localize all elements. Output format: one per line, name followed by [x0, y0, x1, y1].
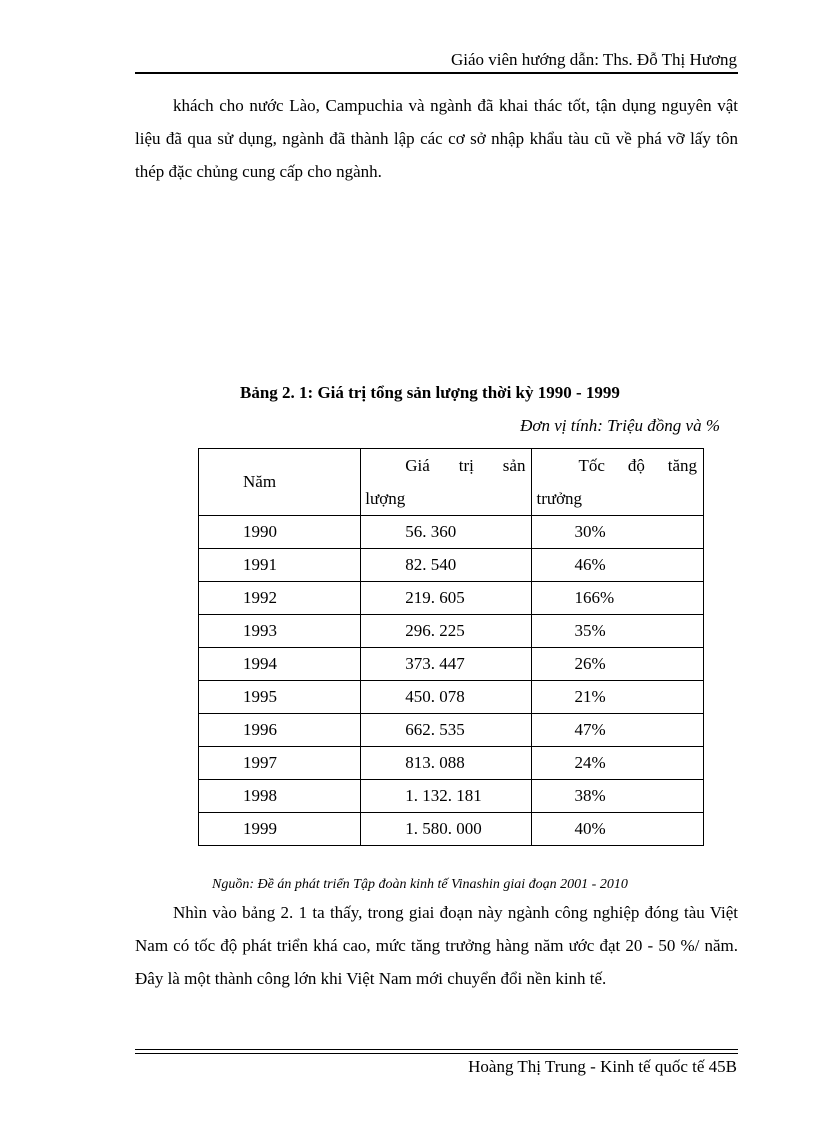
cell-year: 1995 — [199, 681, 361, 714]
cell-year: 1992 — [199, 582, 361, 615]
cell-value: 450. 078 — [361, 681, 532, 714]
header-growth — [532, 449, 704, 516]
header-growth-line2: trưởng — [536, 489, 583, 508]
cell-value: 219. 605 — [361, 582, 532, 615]
cell-year: 1990 — [199, 516, 361, 549]
footer-rule-bottom — [135, 1053, 738, 1054]
cell-year: 1997 — [199, 747, 361, 780]
header-value-line2: lượng — [365, 489, 406, 508]
cell-growth: 40% — [532, 813, 704, 846]
cell-growth: 46% — [532, 549, 704, 582]
paragraph-intro: khách cho nước Lào, Campuchia và ngành đã khai thác tốt, tận dụng nguyên vật liệu đã qua sử dụng, ngành đã thành lập các cơ sở nhập khẩu tàu cũ về phá vỡ lấy tôn thép đặc chủng cung cấp cho ngành. — [135, 96, 738, 181]
page-footer: Hoàng Thị Trung - Kinh tế quốc tế 45B — [468, 1057, 737, 1076]
cell-year: 1996 — [199, 714, 361, 747]
cell-value: 82. 540 — [361, 549, 532, 582]
cell-value: 813. 088 — [361, 747, 532, 780]
cell-growth: 26% — [532, 648, 704, 681]
table-row — [199, 516, 704, 549]
table-row — [199, 747, 704, 780]
cell-growth: 30% — [532, 516, 704, 549]
cell-value: 1. 132. 181 — [361, 780, 532, 813]
table-source: Nguồn: Đề án phát triển Tập đoàn kinh tế Vinashin giai đoạn 2001 - 2010 — [212, 877, 628, 892]
cell-year: 1999 — [199, 813, 361, 846]
header-year: Năm — [199, 449, 361, 516]
paragraph-analysis: Nhìn vào bảng 2. 1 ta thấy, trong giai đoạn này ngành công nghiệp đóng tàu Việt Nam có tốc độ phát triển khá cao, mức tăng trưởng hàng năm ước đạt 20 - 50 %/ năm. Đây là một thành công lớn khi Việt Nam mới chuyển đổi nền kinh tế. — [135, 903, 738, 988]
cell-growth: 35% — [532, 615, 704, 648]
header-value — [361, 449, 532, 516]
cell-growth: 21% — [532, 681, 704, 714]
table-row — [199, 714, 704, 747]
production-table — [198, 448, 704, 846]
cell-value: 1. 580. 000 — [361, 813, 532, 846]
cell-value: 662. 535 — [361, 714, 532, 747]
cell-year: 1991 — [199, 549, 361, 582]
header-rule — [135, 72, 738, 74]
footer-rule-top — [135, 1049, 738, 1050]
table-row — [199, 681, 704, 714]
table-title: Bảng 2. 1: Giá trị tổng sản lượng thời kỳ 1990 - 1999 — [240, 383, 620, 402]
cell-value: 56. 360 — [361, 516, 532, 549]
table-row — [199, 648, 704, 681]
cell-year: 1994 — [199, 648, 361, 681]
table-unit: Đơn vị tính: Triệu đồng và % — [520, 416, 720, 435]
cell-growth: 38% — [532, 780, 704, 813]
cell-year: 1998 — [199, 780, 361, 813]
header-growth-line1: Tốc độ tăng — [578, 456, 697, 475]
table-row — [199, 780, 704, 813]
table-row — [199, 813, 704, 846]
cell-growth: 24% — [532, 747, 704, 780]
header-value-line1: Giá trị sản — [405, 456, 526, 475]
table-header-row — [199, 449, 704, 516]
cell-year: 1993 — [199, 615, 361, 648]
table-row — [199, 615, 704, 648]
cell-value: 373. 447 — [361, 648, 532, 681]
page-header: Giáo viên hướng dẫn: Ths. Đỗ Thị Hương — [450, 50, 737, 69]
table-row — [199, 549, 704, 582]
table-row — [199, 582, 704, 615]
cell-value: 296. 225 — [361, 615, 532, 648]
cell-growth: 166% — [532, 582, 704, 615]
cell-growth: 47% — [532, 714, 704, 747]
